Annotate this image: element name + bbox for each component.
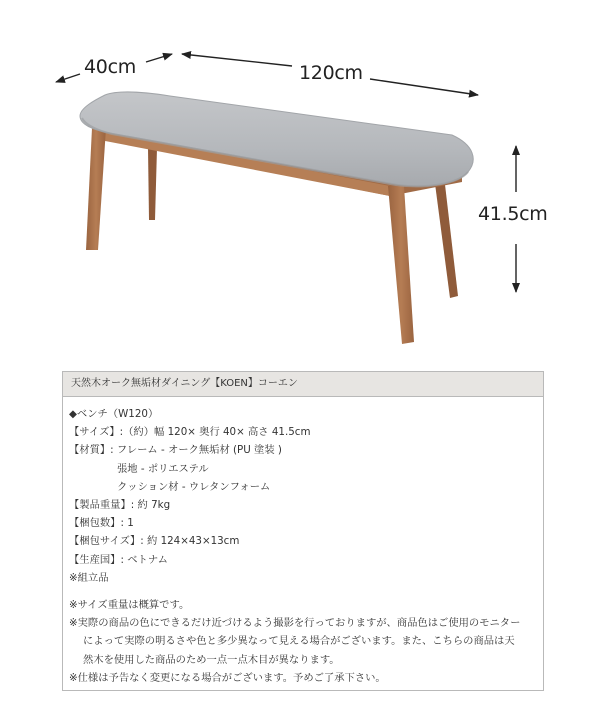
- material-cushion-spec: クッション材 - ウレタンフォーム: [117, 480, 271, 493]
- bench-leg-front-left: [86, 128, 106, 250]
- note-color-cont: 然木を使用した商品のため一点一点木目が異なります。: [83, 653, 340, 666]
- note-spec-change: ※仕様は予告なく変更になる場合がございます。予めご了承下さい。: [69, 671, 386, 684]
- spec-header: 天然木オーク無垢材ダイニング【KOEN】コーエン: [63, 372, 543, 397]
- bench-leg-back-left: [148, 148, 157, 220]
- product-name: ◆ベンチ（W120）: [69, 408, 159, 420]
- origin-spec: 【生産国】: ベトナム: [69, 553, 168, 566]
- package-count-spec: 【梱包数】: 1: [69, 517, 134, 530]
- weight-spec: 【製品重量】: 約 7kg: [69, 499, 171, 512]
- size-spec: 【サイズ】:（約）幅 120× 奥行 40× 高さ 41.5cm: [69, 426, 311, 439]
- bench-leg-back-right: [434, 176, 458, 298]
- note-color: ※実際の商品の色にできるだけ近づけるよう撮影を行っておりますが、商品色はご使用のモニター: [69, 617, 521, 630]
- spec-body: [63, 397, 543, 687]
- material-upholstery-spec: 張地 - ポリエステル: [117, 462, 209, 475]
- height-dimension-label: 41.5cm: [478, 203, 548, 225]
- bench-leg-front-right: [388, 186, 414, 344]
- spec-table: [62, 371, 544, 691]
- width-dimension-label: 120cm: [299, 62, 363, 84]
- package-size-spec: 【梱包サイズ】: 約 124×43×13cm: [69, 535, 240, 548]
- notes: [69, 596, 543, 687]
- material-frame-spec: 【材質】: フレーム - オーク無垢材 (PU 塗装 ): [69, 444, 282, 457]
- note-color-cont: によって実際の明るさや色と多少異なって見える場合がございます。また、こちらの商品は天: [83, 635, 515, 648]
- assembly-note: ※組立品: [69, 571, 109, 584]
- depth-dimension-label: 40cm: [84, 56, 136, 78]
- note-size: ※サイズ重量は概算です。: [69, 599, 190, 612]
